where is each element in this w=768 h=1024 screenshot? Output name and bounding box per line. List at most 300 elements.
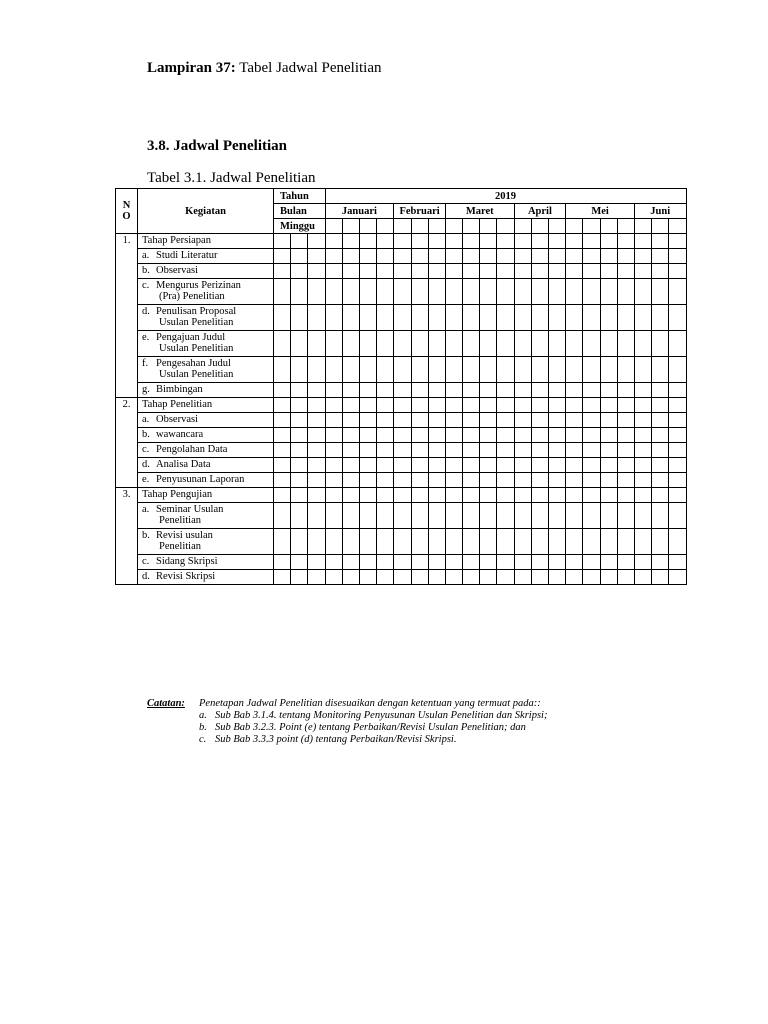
week-cell bbox=[411, 264, 428, 279]
week-cell bbox=[617, 443, 634, 458]
activity-letter: e. bbox=[142, 474, 150, 485]
week-cell bbox=[583, 570, 600, 585]
week-cell bbox=[514, 570, 531, 585]
table-row bbox=[116, 249, 687, 264]
week-cell bbox=[308, 234, 325, 249]
week-cell bbox=[549, 264, 566, 279]
week-cell bbox=[566, 503, 583, 529]
week-cell bbox=[359, 473, 376, 488]
header-minggu-label: Minggu bbox=[274, 219, 326, 234]
week-cell bbox=[652, 331, 669, 357]
week-cell bbox=[342, 305, 359, 331]
week-cell bbox=[617, 398, 634, 413]
week-cell bbox=[480, 249, 497, 264]
week-cell bbox=[411, 398, 428, 413]
activity-item bbox=[138, 443, 274, 458]
week-cell bbox=[325, 428, 342, 443]
week-cell bbox=[480, 279, 497, 305]
week-cell bbox=[394, 398, 411, 413]
header-month: Januari bbox=[325, 204, 394, 219]
week-cell bbox=[308, 570, 325, 585]
week-cell bbox=[583, 383, 600, 398]
week-cell bbox=[583, 219, 600, 234]
week-cell bbox=[583, 458, 600, 473]
week-cell bbox=[514, 357, 531, 383]
week-cell bbox=[342, 234, 359, 249]
week-cell bbox=[617, 488, 634, 503]
note-item-letter: b. bbox=[199, 722, 207, 733]
activity-text: Penyusunan Laporan bbox=[156, 474, 245, 485]
week-cell bbox=[342, 570, 359, 585]
header-no bbox=[116, 189, 138, 234]
week-cell bbox=[583, 413, 600, 428]
week-cell bbox=[480, 413, 497, 428]
week-cell bbox=[445, 264, 462, 279]
week-cell bbox=[617, 331, 634, 357]
week-cell bbox=[514, 503, 531, 529]
week-cell bbox=[463, 279, 480, 305]
week-cell bbox=[531, 357, 548, 383]
week-cell bbox=[445, 234, 462, 249]
week-cell bbox=[497, 264, 514, 279]
week-cell bbox=[325, 305, 342, 331]
week-cell bbox=[514, 249, 531, 264]
week-cell bbox=[342, 413, 359, 428]
week-cell bbox=[652, 473, 669, 488]
week-cell bbox=[308, 529, 325, 555]
activity-item bbox=[138, 264, 274, 279]
week-cell bbox=[549, 428, 566, 443]
week-cell bbox=[669, 331, 686, 357]
activity-text: Observasi bbox=[156, 414, 198, 425]
week-cell bbox=[566, 570, 583, 585]
week-cell bbox=[617, 529, 634, 555]
week-cell bbox=[428, 413, 445, 428]
week-cell bbox=[428, 570, 445, 585]
week-cell bbox=[600, 488, 617, 503]
week-cell bbox=[359, 529, 376, 555]
week-cell bbox=[463, 413, 480, 428]
week-cell bbox=[480, 264, 497, 279]
week-cell bbox=[652, 503, 669, 529]
week-cell bbox=[514, 488, 531, 503]
activity-text: Mengurus Perizinan bbox=[156, 280, 241, 291]
week-cell bbox=[531, 383, 548, 398]
note-item bbox=[147, 710, 547, 722]
week-cell bbox=[342, 331, 359, 357]
week-cell bbox=[600, 413, 617, 428]
week-cell bbox=[634, 555, 651, 570]
week-cell bbox=[549, 357, 566, 383]
table-row bbox=[116, 383, 687, 398]
activity-item bbox=[138, 473, 274, 488]
week-cell bbox=[463, 357, 480, 383]
week-cell bbox=[291, 473, 308, 488]
week-cell bbox=[480, 331, 497, 357]
week-cell bbox=[463, 331, 480, 357]
week-cell bbox=[325, 331, 342, 357]
header-no-char: O bbox=[122, 211, 131, 222]
group-title: Tahap Pengujian bbox=[138, 488, 274, 503]
week-cell bbox=[497, 219, 514, 234]
week-cell bbox=[394, 234, 411, 249]
week-cell bbox=[617, 249, 634, 264]
note-item-letter: c. bbox=[199, 734, 207, 745]
week-cell bbox=[549, 234, 566, 249]
week-cell bbox=[359, 383, 376, 398]
week-cell bbox=[411, 413, 428, 428]
week-cell bbox=[274, 473, 291, 488]
activity-text: Pengolahan Data bbox=[156, 444, 228, 455]
week-cell bbox=[566, 383, 583, 398]
week-cell bbox=[652, 570, 669, 585]
week-cell bbox=[549, 398, 566, 413]
week-cell bbox=[531, 555, 548, 570]
week-cell bbox=[428, 458, 445, 473]
week-cell bbox=[531, 428, 548, 443]
table-row bbox=[116, 555, 687, 570]
week-cell bbox=[514, 458, 531, 473]
week-cell bbox=[549, 279, 566, 305]
week-cell bbox=[359, 413, 376, 428]
activity-text-cont: Usulan Penelitian bbox=[159, 369, 234, 380]
activity-letter: d. bbox=[142, 306, 150, 317]
week-cell bbox=[394, 503, 411, 529]
week-cell bbox=[445, 383, 462, 398]
header-month: Februari bbox=[394, 204, 446, 219]
week-cell bbox=[274, 529, 291, 555]
week-cell bbox=[652, 555, 669, 570]
appendix-title: Tabel Jadwal Penelitian bbox=[239, 60, 382, 76]
week-cell bbox=[549, 529, 566, 555]
week-cell bbox=[359, 488, 376, 503]
week-cell bbox=[600, 443, 617, 458]
week-cell bbox=[428, 398, 445, 413]
week-cell bbox=[514, 473, 531, 488]
week-cell bbox=[634, 458, 651, 473]
week-cell bbox=[394, 249, 411, 264]
week-cell bbox=[394, 529, 411, 555]
week-cell bbox=[463, 529, 480, 555]
week-cell bbox=[342, 458, 359, 473]
section-title: 3.8. Jadwal Penelitian bbox=[147, 138, 288, 154]
header-tahun-label: Tahun bbox=[274, 189, 326, 204]
activity-text: Pengajuan Judul bbox=[156, 332, 226, 343]
week-cell bbox=[497, 458, 514, 473]
week-cell bbox=[342, 249, 359, 264]
activity-item bbox=[138, 428, 274, 443]
table-row bbox=[116, 413, 687, 428]
week-cell bbox=[634, 279, 651, 305]
week-cell bbox=[669, 570, 686, 585]
week-cell bbox=[463, 458, 480, 473]
week-cell bbox=[669, 249, 686, 264]
note-label: Catatan: bbox=[147, 698, 185, 709]
week-cell bbox=[497, 473, 514, 488]
week-cell bbox=[377, 473, 394, 488]
week-cell bbox=[394, 555, 411, 570]
week-cell bbox=[531, 473, 548, 488]
header-bulan-label: Bulan bbox=[274, 204, 326, 219]
week-cell bbox=[634, 428, 651, 443]
week-cell bbox=[669, 529, 686, 555]
week-cell bbox=[652, 383, 669, 398]
week-cell bbox=[291, 383, 308, 398]
week-cell bbox=[497, 555, 514, 570]
week-cell bbox=[669, 555, 686, 570]
week-cell bbox=[377, 570, 394, 585]
week-cell bbox=[274, 383, 291, 398]
group-no: 2. bbox=[116, 398, 138, 488]
appendix-heading bbox=[147, 60, 382, 77]
week-cell bbox=[411, 570, 428, 585]
activity-letter: d. bbox=[142, 459, 150, 470]
week-cell bbox=[583, 488, 600, 503]
week-cell bbox=[566, 398, 583, 413]
week-cell bbox=[549, 219, 566, 234]
week-cell bbox=[566, 357, 583, 383]
week-cell bbox=[394, 383, 411, 398]
week-cell bbox=[480, 570, 497, 585]
week-cell bbox=[480, 529, 497, 555]
header-kegiatan: Kegiatan bbox=[138, 189, 274, 234]
week-cell bbox=[634, 234, 651, 249]
week-cell bbox=[325, 234, 342, 249]
week-cell bbox=[428, 443, 445, 458]
week-cell bbox=[669, 503, 686, 529]
week-cell bbox=[600, 357, 617, 383]
week-cell bbox=[583, 279, 600, 305]
week-cell bbox=[463, 398, 480, 413]
week-cell bbox=[291, 357, 308, 383]
week-cell bbox=[274, 331, 291, 357]
week-cell bbox=[617, 264, 634, 279]
week-cell bbox=[531, 529, 548, 555]
week-cell bbox=[325, 357, 342, 383]
week-cell bbox=[308, 488, 325, 503]
header-no-char: N bbox=[122, 200, 131, 211]
week-cell bbox=[617, 570, 634, 585]
activity-item bbox=[138, 413, 274, 428]
week-cell bbox=[308, 428, 325, 443]
week-cell bbox=[428, 383, 445, 398]
week-cell bbox=[634, 488, 651, 503]
week-cell bbox=[325, 473, 342, 488]
week-cell bbox=[377, 529, 394, 555]
table-row bbox=[116, 398, 687, 413]
week-cell bbox=[377, 488, 394, 503]
week-cell bbox=[394, 458, 411, 473]
week-cell bbox=[394, 488, 411, 503]
activity-item bbox=[138, 279, 274, 305]
week-cell bbox=[669, 413, 686, 428]
week-cell bbox=[463, 555, 480, 570]
week-cell bbox=[480, 219, 497, 234]
week-cell bbox=[359, 264, 376, 279]
week-cell bbox=[531, 264, 548, 279]
week-cell bbox=[274, 503, 291, 529]
week-cell bbox=[394, 219, 411, 234]
week-cell bbox=[445, 219, 462, 234]
week-cell bbox=[566, 279, 583, 305]
week-cell bbox=[531, 488, 548, 503]
week-cell bbox=[566, 413, 583, 428]
group-title: Tahap Persiapan bbox=[138, 234, 274, 249]
week-cell bbox=[428, 529, 445, 555]
week-cell bbox=[291, 555, 308, 570]
week-cell bbox=[428, 305, 445, 331]
week-cell bbox=[274, 234, 291, 249]
table-row bbox=[116, 443, 687, 458]
week-cell bbox=[583, 503, 600, 529]
week-cell bbox=[274, 357, 291, 383]
note-item-text: Sub Bab 3.3.3 point (d) tentang Perbaikan/Revisi Skripsi. bbox=[215, 734, 457, 745]
table-caption: Tabel 3.1. Jadwal Penelitian bbox=[147, 170, 316, 186]
week-cell bbox=[497, 503, 514, 529]
week-cell bbox=[445, 529, 462, 555]
activity-text: Seminar Usulan bbox=[156, 504, 224, 515]
activity-letter: c. bbox=[142, 280, 150, 291]
week-cell bbox=[325, 219, 342, 234]
week-cell bbox=[617, 219, 634, 234]
week-cell bbox=[394, 357, 411, 383]
week-cell bbox=[652, 488, 669, 503]
week-cell bbox=[480, 234, 497, 249]
table-row bbox=[116, 473, 687, 488]
week-cell bbox=[359, 305, 376, 331]
week-cell bbox=[634, 383, 651, 398]
week-cell bbox=[497, 234, 514, 249]
week-cell bbox=[583, 428, 600, 443]
week-cell bbox=[308, 305, 325, 331]
week-cell bbox=[531, 458, 548, 473]
week-cell bbox=[497, 398, 514, 413]
week-cell bbox=[652, 249, 669, 264]
week-cell bbox=[274, 555, 291, 570]
week-cell bbox=[325, 503, 342, 529]
week-cell bbox=[531, 249, 548, 264]
week-cell bbox=[411, 249, 428, 264]
week-cell bbox=[463, 473, 480, 488]
week-cell bbox=[325, 398, 342, 413]
activity-letter: f. bbox=[142, 358, 149, 369]
week-cell bbox=[377, 331, 394, 357]
week-cell bbox=[669, 458, 686, 473]
week-cell bbox=[291, 488, 308, 503]
week-cell bbox=[325, 413, 342, 428]
week-cell bbox=[549, 555, 566, 570]
week-cell bbox=[325, 529, 342, 555]
week-cell bbox=[634, 529, 651, 555]
week-cell bbox=[308, 458, 325, 473]
week-cell bbox=[617, 428, 634, 443]
activity-item bbox=[138, 357, 274, 383]
week-cell bbox=[428, 264, 445, 279]
week-cell bbox=[428, 357, 445, 383]
activity-letter: b. bbox=[142, 530, 150, 541]
week-cell bbox=[549, 488, 566, 503]
week-cell bbox=[463, 234, 480, 249]
week-cell bbox=[514, 279, 531, 305]
week-cell bbox=[445, 249, 462, 264]
week-cell bbox=[411, 383, 428, 398]
week-cell bbox=[291, 398, 308, 413]
note-item-text: Sub Bab 3.2.3. Point (e) tentang Perbaikan/Revisi Usulan Penelitian; dan bbox=[215, 722, 526, 733]
week-cell bbox=[359, 219, 376, 234]
week-cell bbox=[325, 570, 342, 585]
activity-letter: e. bbox=[142, 332, 150, 343]
week-cell bbox=[669, 219, 686, 234]
week-cell bbox=[274, 443, 291, 458]
week-cell bbox=[308, 503, 325, 529]
week-cell bbox=[377, 555, 394, 570]
week-cell bbox=[514, 398, 531, 413]
week-cell bbox=[652, 264, 669, 279]
week-cell bbox=[291, 503, 308, 529]
activity-text: Penulisan Proposal bbox=[156, 306, 237, 317]
week-cell bbox=[308, 443, 325, 458]
week-cell bbox=[634, 570, 651, 585]
week-cell bbox=[428, 279, 445, 305]
week-cell bbox=[652, 219, 669, 234]
week-cell bbox=[669, 264, 686, 279]
week-cell bbox=[325, 555, 342, 570]
week-cell bbox=[445, 488, 462, 503]
week-cell bbox=[600, 555, 617, 570]
week-cell bbox=[480, 383, 497, 398]
activity-text: Analisa Data bbox=[156, 459, 211, 470]
note-block bbox=[147, 698, 547, 746]
week-cell bbox=[652, 234, 669, 249]
week-cell bbox=[445, 443, 462, 458]
week-cell bbox=[566, 555, 583, 570]
week-cell bbox=[411, 488, 428, 503]
header-year: 2019 bbox=[325, 189, 686, 204]
week-cell bbox=[394, 428, 411, 443]
week-cell bbox=[325, 488, 342, 503]
week-cell bbox=[428, 488, 445, 503]
week-cell bbox=[531, 219, 548, 234]
week-cell bbox=[600, 473, 617, 488]
week-cell bbox=[274, 398, 291, 413]
week-cell bbox=[325, 249, 342, 264]
week-cell bbox=[566, 331, 583, 357]
week-cell bbox=[394, 570, 411, 585]
header-month: Juni bbox=[634, 204, 686, 219]
week-cell bbox=[411, 219, 428, 234]
week-cell bbox=[652, 443, 669, 458]
week-cell bbox=[291, 428, 308, 443]
week-cell bbox=[342, 383, 359, 398]
activity-letter: a. bbox=[142, 414, 150, 425]
activity-letter: c. bbox=[142, 556, 150, 567]
week-cell bbox=[617, 305, 634, 331]
week-cell bbox=[342, 473, 359, 488]
week-cell bbox=[377, 503, 394, 529]
week-cell bbox=[342, 219, 359, 234]
table-row bbox=[116, 570, 687, 585]
week-cell bbox=[445, 413, 462, 428]
week-cell bbox=[359, 503, 376, 529]
week-cell bbox=[566, 219, 583, 234]
week-cell bbox=[463, 443, 480, 458]
week-cell bbox=[652, 279, 669, 305]
week-cell bbox=[342, 529, 359, 555]
week-cell bbox=[274, 305, 291, 331]
activity-letter: g. bbox=[142, 384, 150, 395]
week-cell bbox=[617, 279, 634, 305]
week-cell bbox=[445, 398, 462, 413]
